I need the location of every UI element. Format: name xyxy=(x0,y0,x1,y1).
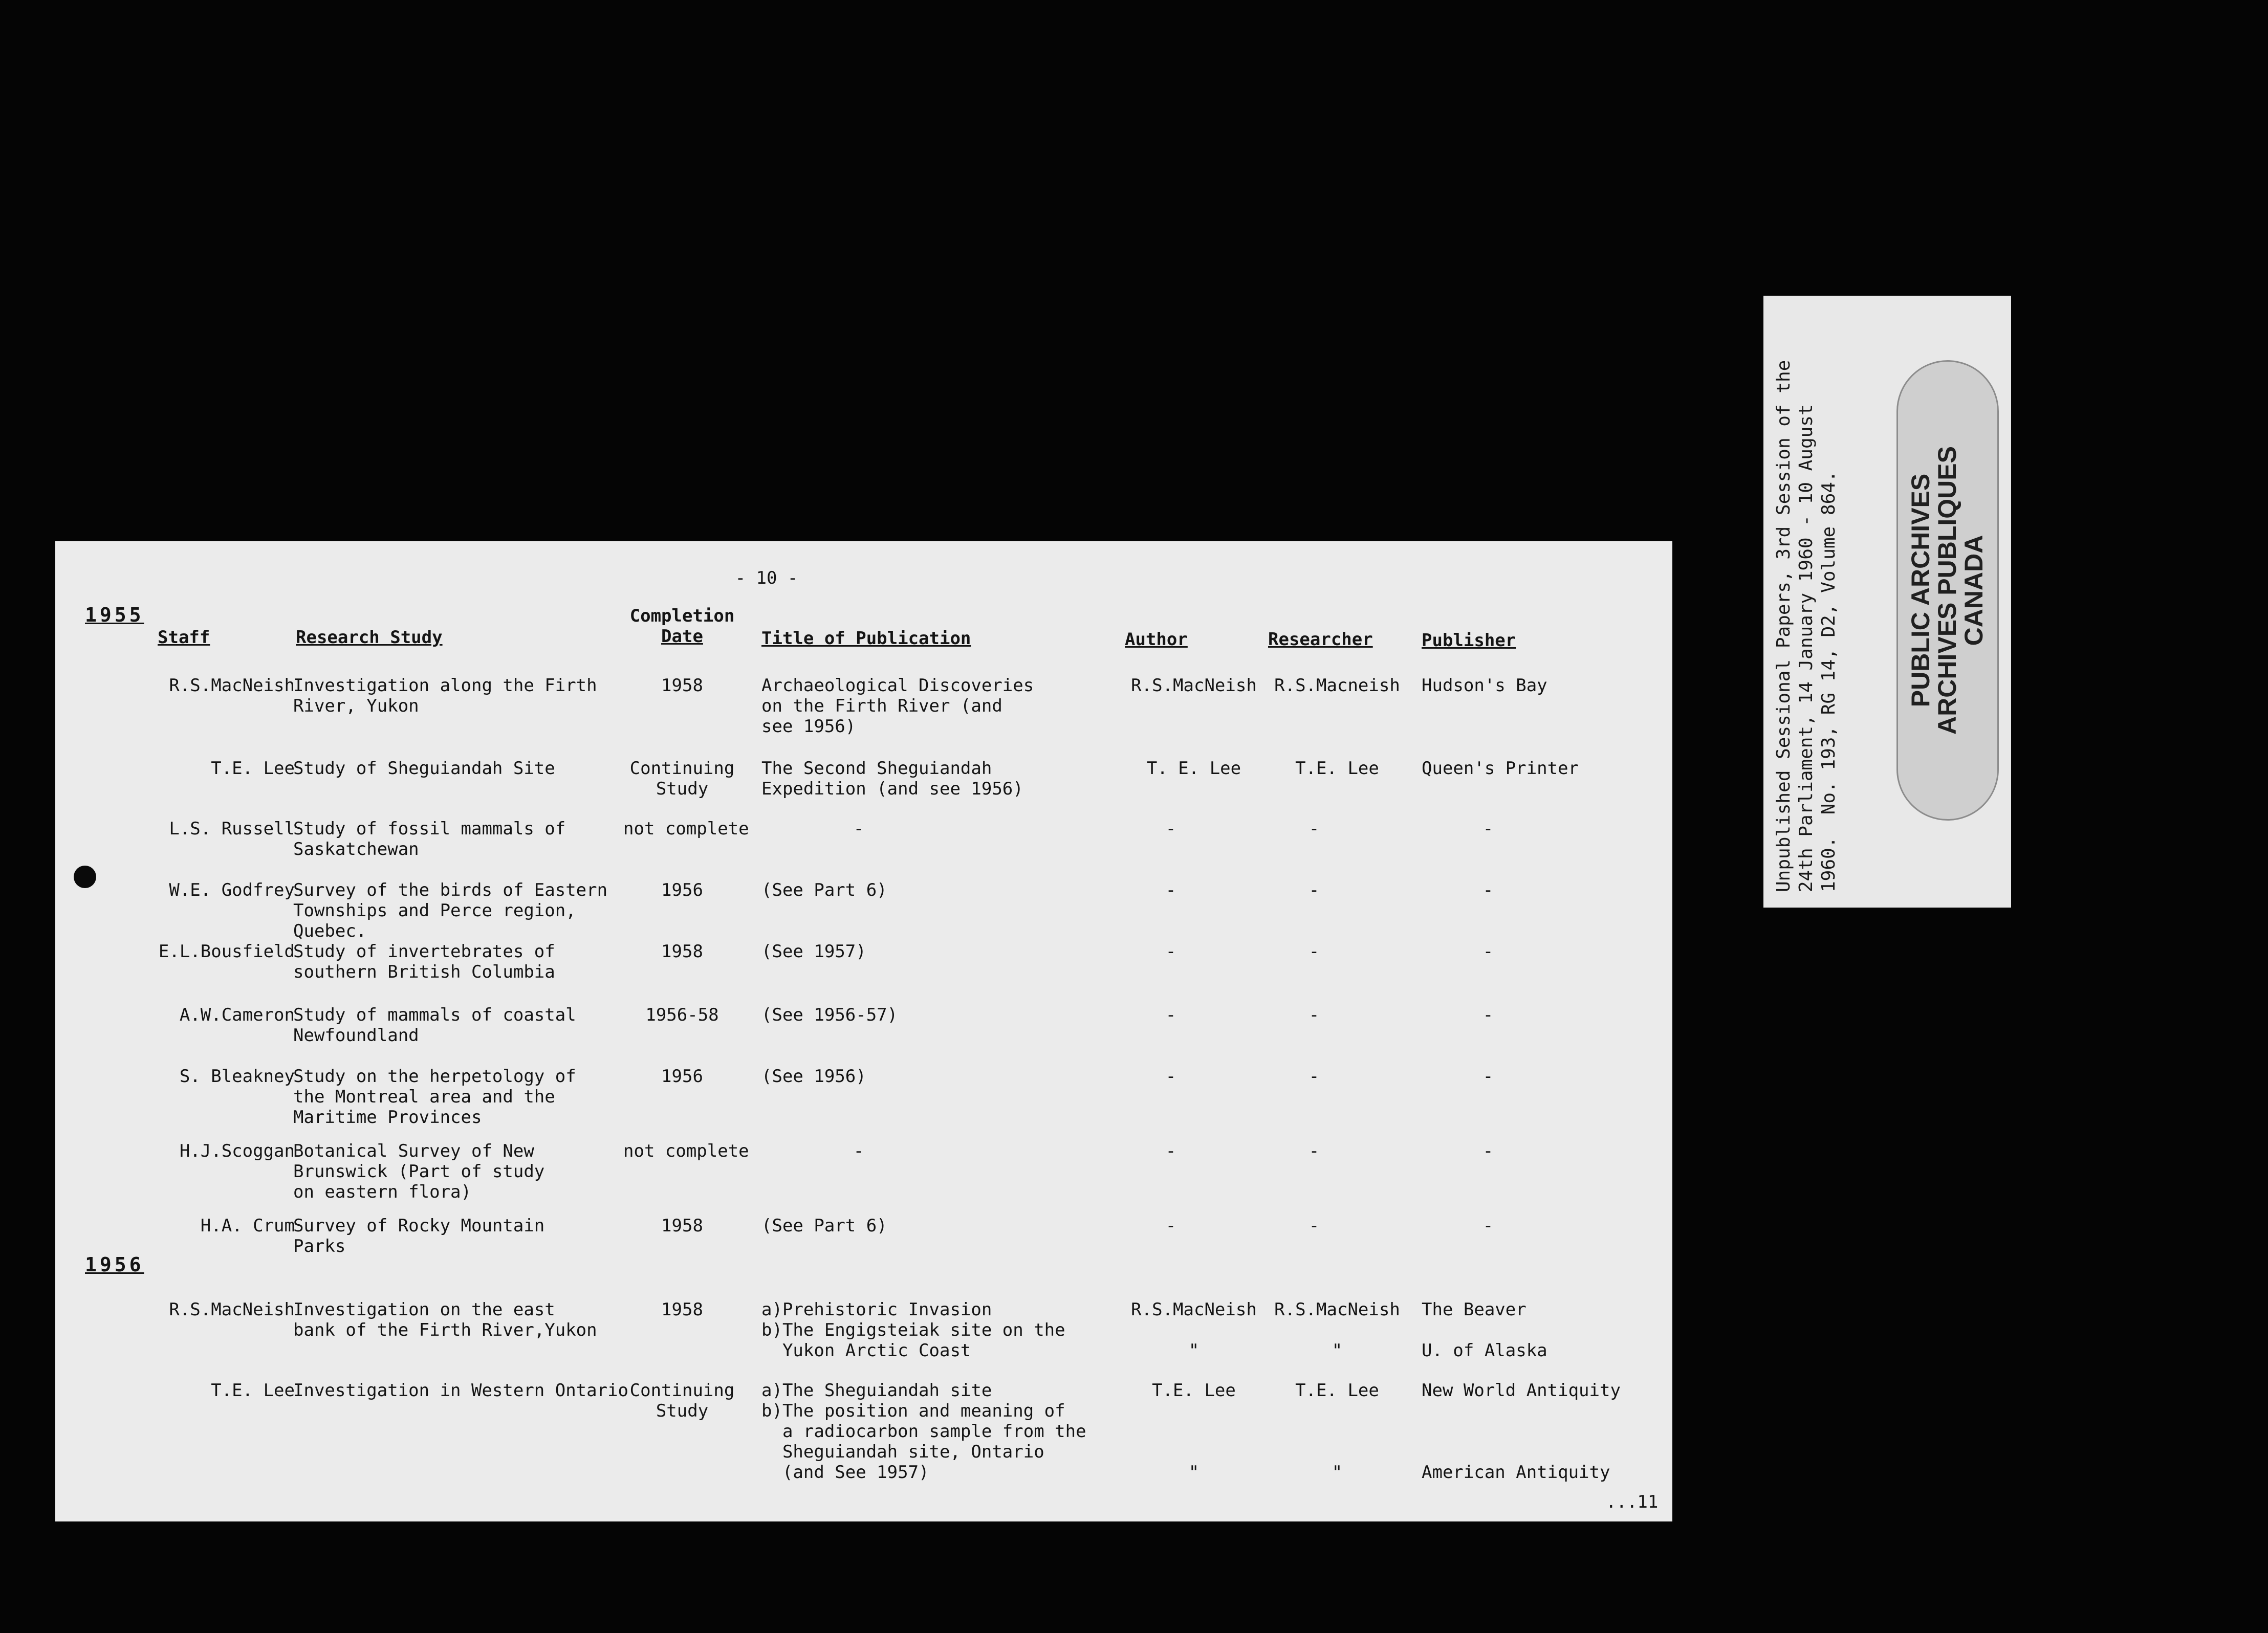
cell-date: Study xyxy=(656,779,709,799)
cell-staff: T.E. Lee xyxy=(211,758,295,779)
cell-author: R.S.MacNeish xyxy=(1131,1299,1257,1320)
cell-study: Study on the herpetology of xyxy=(293,1066,576,1087)
header-staff: Staff xyxy=(158,627,210,648)
cell-title: The Second Sheguiandah xyxy=(761,758,992,779)
cell-researcher: " xyxy=(1332,1462,1343,1483)
cell-title: Yukon Arctic Coast xyxy=(761,1340,971,1361)
cell-author: - xyxy=(1165,1141,1176,1161)
cell-staff: A.W.Cameron xyxy=(179,1005,295,1025)
cell-date: 1958 xyxy=(661,675,703,696)
cell-study: Parks xyxy=(293,1236,346,1256)
cell-title: (See Part 6) xyxy=(761,1216,887,1236)
header-researcher: Researcher xyxy=(1268,629,1373,650)
cell-study: Maritime Provinces xyxy=(293,1107,482,1128)
cell-date: 1958 xyxy=(661,941,703,962)
cell-staff: T.E. Lee xyxy=(211,1380,295,1401)
cell-study: Botanical Survey of New xyxy=(293,1141,534,1161)
cell-title: (See 1957) xyxy=(761,941,866,962)
cell-study: Investigation in Western Ontario xyxy=(293,1380,629,1401)
cell-researcher: R.S.Macneish xyxy=(1274,675,1400,696)
cell-publisher: - xyxy=(1482,880,1494,900)
cell-study: Townships and Perce region, xyxy=(293,900,576,921)
cell-researcher: - xyxy=(1309,1066,1320,1087)
cell-publisher: - xyxy=(1482,1005,1494,1025)
cell-study: Survey of Rocky Mountain xyxy=(293,1216,545,1236)
cell-title: - xyxy=(853,819,864,839)
cell-publisher: - xyxy=(1482,941,1494,962)
cell-title: a radiocarbon sample from the xyxy=(761,1421,1086,1442)
header-completion: Completion xyxy=(629,606,735,626)
header-research-study: Research Study xyxy=(296,627,443,648)
cell-title: (and See 1957) xyxy=(761,1462,929,1483)
cell-researcher: " xyxy=(1332,1340,1343,1361)
cell-title: (See 1956) xyxy=(761,1066,866,1087)
cell-staff: E.L.Bousfield xyxy=(158,941,295,962)
cell-author: - xyxy=(1165,941,1176,962)
cell-study: Survey of the birds of Eastern xyxy=(293,880,608,900)
cell-researcher: - xyxy=(1309,1005,1320,1025)
cell-researcher: - xyxy=(1309,941,1320,962)
cell-researcher: - xyxy=(1309,819,1320,839)
hole-punch-mark xyxy=(74,866,96,888)
cell-publisher: American Antiquity xyxy=(1422,1462,1610,1483)
cell-publisher: New World Antiquity xyxy=(1422,1380,1621,1401)
cell-date: Study xyxy=(656,1401,709,1421)
cell-date: 1956-58 xyxy=(645,1005,719,1025)
cell-title: - xyxy=(853,1141,864,1161)
cell-title: Sheguiandah site, Ontario xyxy=(761,1442,1044,1462)
year-heading-1956: 1956 xyxy=(85,1253,144,1276)
cell-date: not complete xyxy=(623,819,749,839)
cell-title: a)Prehistoric Invasion xyxy=(761,1299,992,1320)
cell-study: Study of mammals of coastal xyxy=(293,1005,576,1025)
cell-study: Investigation on the east xyxy=(293,1299,555,1320)
cell-study: Saskatchewan xyxy=(293,839,419,859)
continued-marker: ...11 xyxy=(1606,1492,1659,1512)
cell-study: Study of fossil mammals of xyxy=(293,819,566,839)
cell-publisher: - xyxy=(1482,1216,1494,1236)
cell-date: Continuing xyxy=(629,1380,735,1401)
archives-stamp xyxy=(1896,360,1999,821)
cell-staff: W.E. Godfrey xyxy=(169,880,295,900)
cell-study: Investigation along the Firth xyxy=(293,675,597,696)
cell-author: - xyxy=(1165,819,1176,839)
cell-publisher: - xyxy=(1482,1066,1494,1087)
cell-author: T.E. Lee xyxy=(1152,1380,1236,1401)
cell-study: Study of invertebrates of xyxy=(293,941,555,962)
cell-title: see 1956) xyxy=(761,716,856,737)
page-number: - 10 - xyxy=(735,568,798,588)
cell-title: Expedition (and see 1956) xyxy=(761,779,1023,799)
cell-study: Study of Sheguiandah Site xyxy=(293,758,555,779)
label-line-2: 24th Parliament, 14 January 1960 - 10 August xyxy=(1796,404,1817,892)
cell-researcher: T.E. Lee xyxy=(1295,1380,1379,1401)
cell-study: Brunswick (Part of study xyxy=(293,1161,545,1182)
cell-staff: S. Bleakney xyxy=(179,1066,295,1087)
header-author: Author xyxy=(1125,629,1188,650)
cell-title: Archaeological Discoveries xyxy=(761,675,1034,696)
cell-title: (See 1956-57) xyxy=(761,1005,898,1025)
cell-author: - xyxy=(1165,1066,1176,1087)
cell-publisher: - xyxy=(1482,819,1494,839)
cell-researcher: T.E. Lee xyxy=(1295,758,1379,779)
cell-staff: R.S.MacNeish xyxy=(169,1299,295,1320)
cell-publisher: Hudson's Bay xyxy=(1422,675,1547,696)
label-line-1: Unpublished Sessional Papers, 3rd Session of the xyxy=(1773,360,1794,892)
header-publisher: Publisher xyxy=(1422,630,1516,651)
cell-author: " xyxy=(1188,1462,1200,1483)
cell-study: Newfoundland xyxy=(293,1025,419,1046)
label-line-3: 1960. No. 193, RG 14, D2, Volume 864. xyxy=(1818,471,1839,892)
cell-study: bank of the Firth River,Yukon xyxy=(293,1320,597,1340)
cell-title: on the Firth River (and xyxy=(761,696,1002,716)
cell-author: R.S.MacNeish xyxy=(1131,675,1257,696)
cell-author: T. E. Lee xyxy=(1146,758,1241,779)
cell-researcher: - xyxy=(1309,880,1320,900)
cell-title: b)The position and meaning of xyxy=(761,1401,1065,1421)
cell-staff: L.S. Russell xyxy=(169,819,295,839)
stamp-line-2: ARCHIVES PUBLIQUES xyxy=(1933,446,1961,735)
cell-staff: H.J.Scoggan xyxy=(179,1141,295,1161)
cell-publisher: U. of Alaska xyxy=(1422,1340,1547,1361)
cell-date: 1956 xyxy=(661,1066,703,1087)
cell-staff: H.A. Crum xyxy=(200,1216,295,1236)
cell-author: " xyxy=(1188,1340,1200,1361)
cell-date: Continuing xyxy=(629,758,735,779)
stamp-line-3: CANADA xyxy=(1959,535,1988,646)
cell-author: - xyxy=(1165,1216,1176,1236)
cell-study: the Montreal area and the xyxy=(293,1087,555,1107)
cell-publisher: The Beaver xyxy=(1422,1299,1526,1320)
cell-researcher: - xyxy=(1309,1141,1320,1161)
year-heading-1955: 1955 xyxy=(85,604,144,626)
cell-date: not complete xyxy=(623,1141,749,1161)
cell-study: River, Yukon xyxy=(293,696,419,716)
cell-author: - xyxy=(1165,1005,1176,1025)
archive-label-card xyxy=(1763,296,2011,908)
cell-date: 1956 xyxy=(661,880,703,900)
cell-publisher: - xyxy=(1482,1141,1494,1161)
cell-date: 1958 xyxy=(661,1299,703,1320)
cell-study: southern British Columbia xyxy=(293,962,555,982)
cell-publisher: Queen's Printer xyxy=(1422,758,1579,779)
stamp-line-1: PUBLIC ARCHIVES xyxy=(1906,473,1935,708)
cell-title: a)The Sheguiandah site xyxy=(761,1380,992,1401)
cell-date: 1958 xyxy=(661,1216,703,1236)
cell-author: - xyxy=(1165,880,1176,900)
cell-study: on eastern flora) xyxy=(293,1182,471,1202)
cell-title: (See Part 6) xyxy=(761,880,887,900)
cell-researcher: R.S.MacNeish xyxy=(1274,1299,1400,1320)
cell-title: b)The Engigsteiak site on the xyxy=(761,1320,1065,1340)
document-page xyxy=(55,541,1672,1521)
header-title-of-publication: Title of Publication xyxy=(761,628,971,649)
header-completion-date: Date xyxy=(661,626,703,647)
cell-researcher: - xyxy=(1309,1216,1320,1236)
cell-study: Quebec. xyxy=(293,921,367,941)
cell-staff: R.S.MacNeish xyxy=(169,675,295,696)
